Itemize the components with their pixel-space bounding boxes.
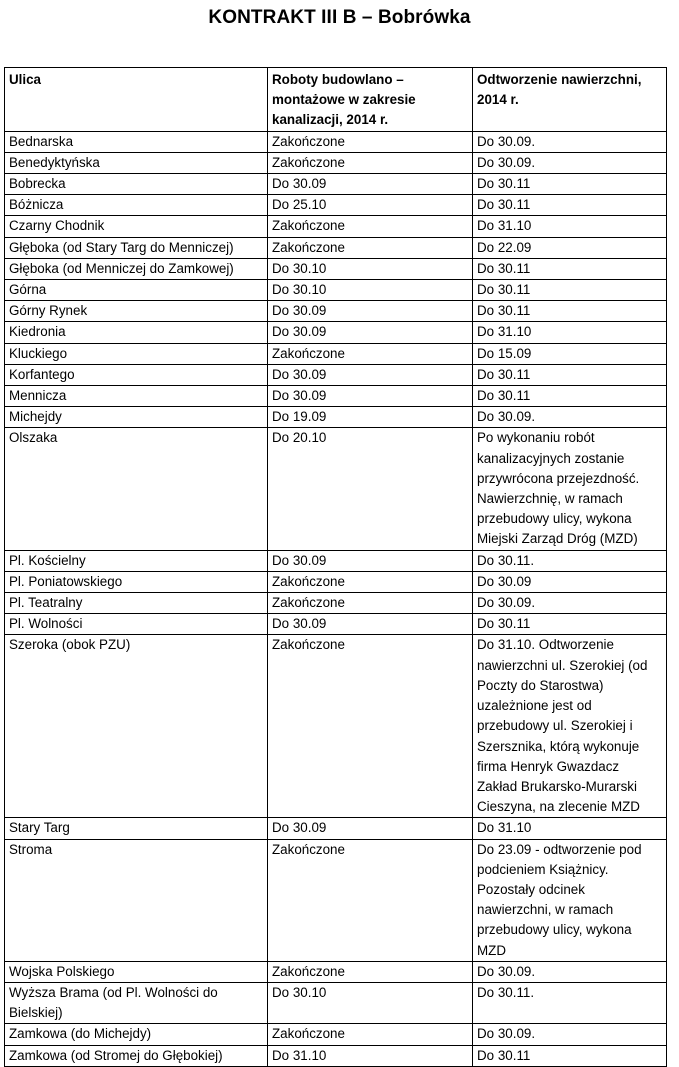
table-row (5, 961, 667, 982)
restoration-cell: Do 30.09. (473, 152, 667, 173)
restoration-cell: Do 30.11. (473, 982, 667, 1023)
works-cell: Do 31.10 (268, 1045, 473, 1066)
restoration-cell: Do 30.11 (473, 301, 667, 322)
street-cell: Mennicza (5, 386, 268, 407)
restoration-cell: Do 30.09 (473, 571, 667, 592)
table-row (5, 1045, 667, 1066)
street-cell: Czarny Chodnik (5, 216, 268, 237)
works-cell: Zakończone (268, 237, 473, 258)
works-cell: Do 25.10 (268, 195, 473, 216)
works-cell: Zakończone (268, 593, 473, 614)
street-cell: Stroma (5, 839, 268, 961)
restoration-cell: Do 15.09 (473, 343, 667, 364)
works-cell: Zakończone (268, 1024, 473, 1045)
table-row (5, 571, 667, 592)
restoration-cell: Po wykonaniu robót kanalizacyjnych zostanie przywrócona przejezdność. Nawierzchnię, w ramach przebudowy ulicy, wykona Miejski Zarząd Dróg (MZD) (473, 428, 667, 550)
restoration-cell: Do 30.11 (473, 386, 667, 407)
table-row (5, 174, 667, 195)
table-row (5, 982, 667, 1023)
table-row (5, 280, 667, 301)
table-row (5, 407, 667, 428)
works-cell: Zakończone (268, 216, 473, 237)
table-row (5, 614, 667, 635)
table-row (5, 195, 667, 216)
restoration-cell: Do 30.09. (473, 1024, 667, 1045)
restoration-cell: Do 30.11 (473, 1045, 667, 1066)
schedule-table (4, 67, 667, 1067)
street-cell: Pl. Poniatowskiego (5, 571, 268, 592)
restoration-cell: Do 30.11 (473, 364, 667, 385)
street-cell: Zamkowa (do Michejdy) (5, 1024, 268, 1045)
table-row (5, 364, 667, 385)
street-cell: Wojska Polskiego (5, 961, 268, 982)
works-cell: Zakończone (268, 635, 473, 818)
restoration-cell: Do 30.11 (473, 195, 667, 216)
street-cell: Górna (5, 280, 268, 301)
restoration-cell: Do 31.10. Odtworzenie nawierzchni ul. Szerokiej (od Poczty do Starostwa) uzależnione jest od przebudowy ul. Szerokiej i Szersznika, którą wykonuje firma Henryk Gwazdacz Zakład Brukarsko-Murarski Cieszyna, na zlecenie MZD (473, 635, 667, 818)
table-row (5, 635, 667, 818)
works-cell: Do 30.09 (268, 550, 473, 571)
works-cell: Zakończone (268, 839, 473, 961)
header-construction-works: Roboty budowlano – montażowe w zakresie kanalizacji, 2014 r. (268, 68, 473, 132)
header-surface-restoration: Odtworzenie nawierzchni, 2014 r. (473, 68, 667, 132)
street-cell: Olszaka (5, 428, 268, 550)
works-cell: Do 30.09 (268, 386, 473, 407)
restoration-cell: Do 22.09 (473, 237, 667, 258)
street-cell: Michejdy (5, 407, 268, 428)
works-cell: Do 30.10 (268, 258, 473, 279)
restoration-cell: Do 30.09. (473, 131, 667, 152)
restoration-cell: Do 31.10 (473, 818, 667, 839)
page-title: KONTRAKT III B – Bobrówka (208, 7, 471, 28)
restoration-cell: Do 30.11 (473, 280, 667, 301)
restoration-cell: Do 23.09 - odtworzenie pod podcieniem Książnicy. Pozostały odcinek nawierzchni, w ramach przebudowy ulicy, wykona MZD (473, 839, 667, 961)
street-cell: Bobrecka (5, 174, 268, 195)
street-cell: Głęboka (od Menniczej do Zamkowej) (5, 258, 268, 279)
table-row (5, 152, 667, 173)
street-cell: Kiedronia (5, 322, 268, 343)
works-cell: Do 20.10 (268, 428, 473, 550)
restoration-cell: Do 30.11 (473, 258, 667, 279)
table-row (5, 593, 667, 614)
restoration-cell: Do 30.09. (473, 593, 667, 614)
restoration-cell: Do 31.10 (473, 216, 667, 237)
street-cell: Korfantego (5, 364, 268, 385)
table-row (5, 216, 667, 237)
works-cell: Do 19.09 (268, 407, 473, 428)
works-cell: Do 30.09 (268, 614, 473, 635)
table-row (5, 131, 667, 152)
restoration-cell: Do 30.11 (473, 614, 667, 635)
header-street: Ulica (5, 68, 268, 132)
street-cell: Pl. Teatralny (5, 593, 268, 614)
table-row (5, 237, 667, 258)
street-cell: Pl. Wolności (5, 614, 268, 635)
table-row (5, 428, 667, 550)
restoration-cell: Do 31.10 (473, 322, 667, 343)
restoration-cell: Do 30.11. (473, 550, 667, 571)
works-cell: Zakończone (268, 131, 473, 152)
street-cell: Benedyktyńska (5, 152, 268, 173)
street-cell: Wyższa Brama (od Pl. Wolności do Bielskiej) (5, 982, 268, 1023)
table-row (5, 1024, 667, 1045)
street-cell: Bednarska (5, 131, 268, 152)
works-cell: Do 30.10 (268, 280, 473, 301)
works-cell: Do 30.09 (268, 301, 473, 322)
works-cell: Zakończone (268, 152, 473, 173)
works-cell: Zakończone (268, 343, 473, 364)
works-cell: Do 30.10 (268, 982, 473, 1023)
works-cell: Do 30.09 (268, 174, 473, 195)
table-row (5, 386, 667, 407)
works-cell: Do 30.09 (268, 818, 473, 839)
street-cell: Bóżnicza (5, 195, 268, 216)
works-cell: Zakończone (268, 571, 473, 592)
restoration-cell: Do 30.11 (473, 174, 667, 195)
restoration-cell: Do 30.09. (473, 407, 667, 428)
restoration-cell: Do 30.09. (473, 961, 667, 982)
table-row (5, 258, 667, 279)
table-row (5, 839, 667, 961)
street-cell: Głęboka (od Stary Targ do Menniczej) (5, 237, 268, 258)
street-cell: Stary Targ (5, 818, 268, 839)
works-cell: Do 30.09 (268, 322, 473, 343)
table-row (5, 818, 667, 839)
street-cell: Górny Rynek (5, 301, 268, 322)
table-row (5, 322, 667, 343)
street-cell: Szeroka (obok PZU) (5, 635, 268, 818)
works-cell: Do 30.09 (268, 364, 473, 385)
street-cell: Kluckiego (5, 343, 268, 364)
works-cell: Zakończone (268, 961, 473, 982)
table-header-row (5, 68, 667, 132)
table-row (5, 550, 667, 571)
street-cell: Pl. Kościelny (5, 550, 268, 571)
table-row (5, 343, 667, 364)
street-cell: Zamkowa (od Stromej do Głębokiej) (5, 1045, 268, 1066)
table-row (5, 301, 667, 322)
